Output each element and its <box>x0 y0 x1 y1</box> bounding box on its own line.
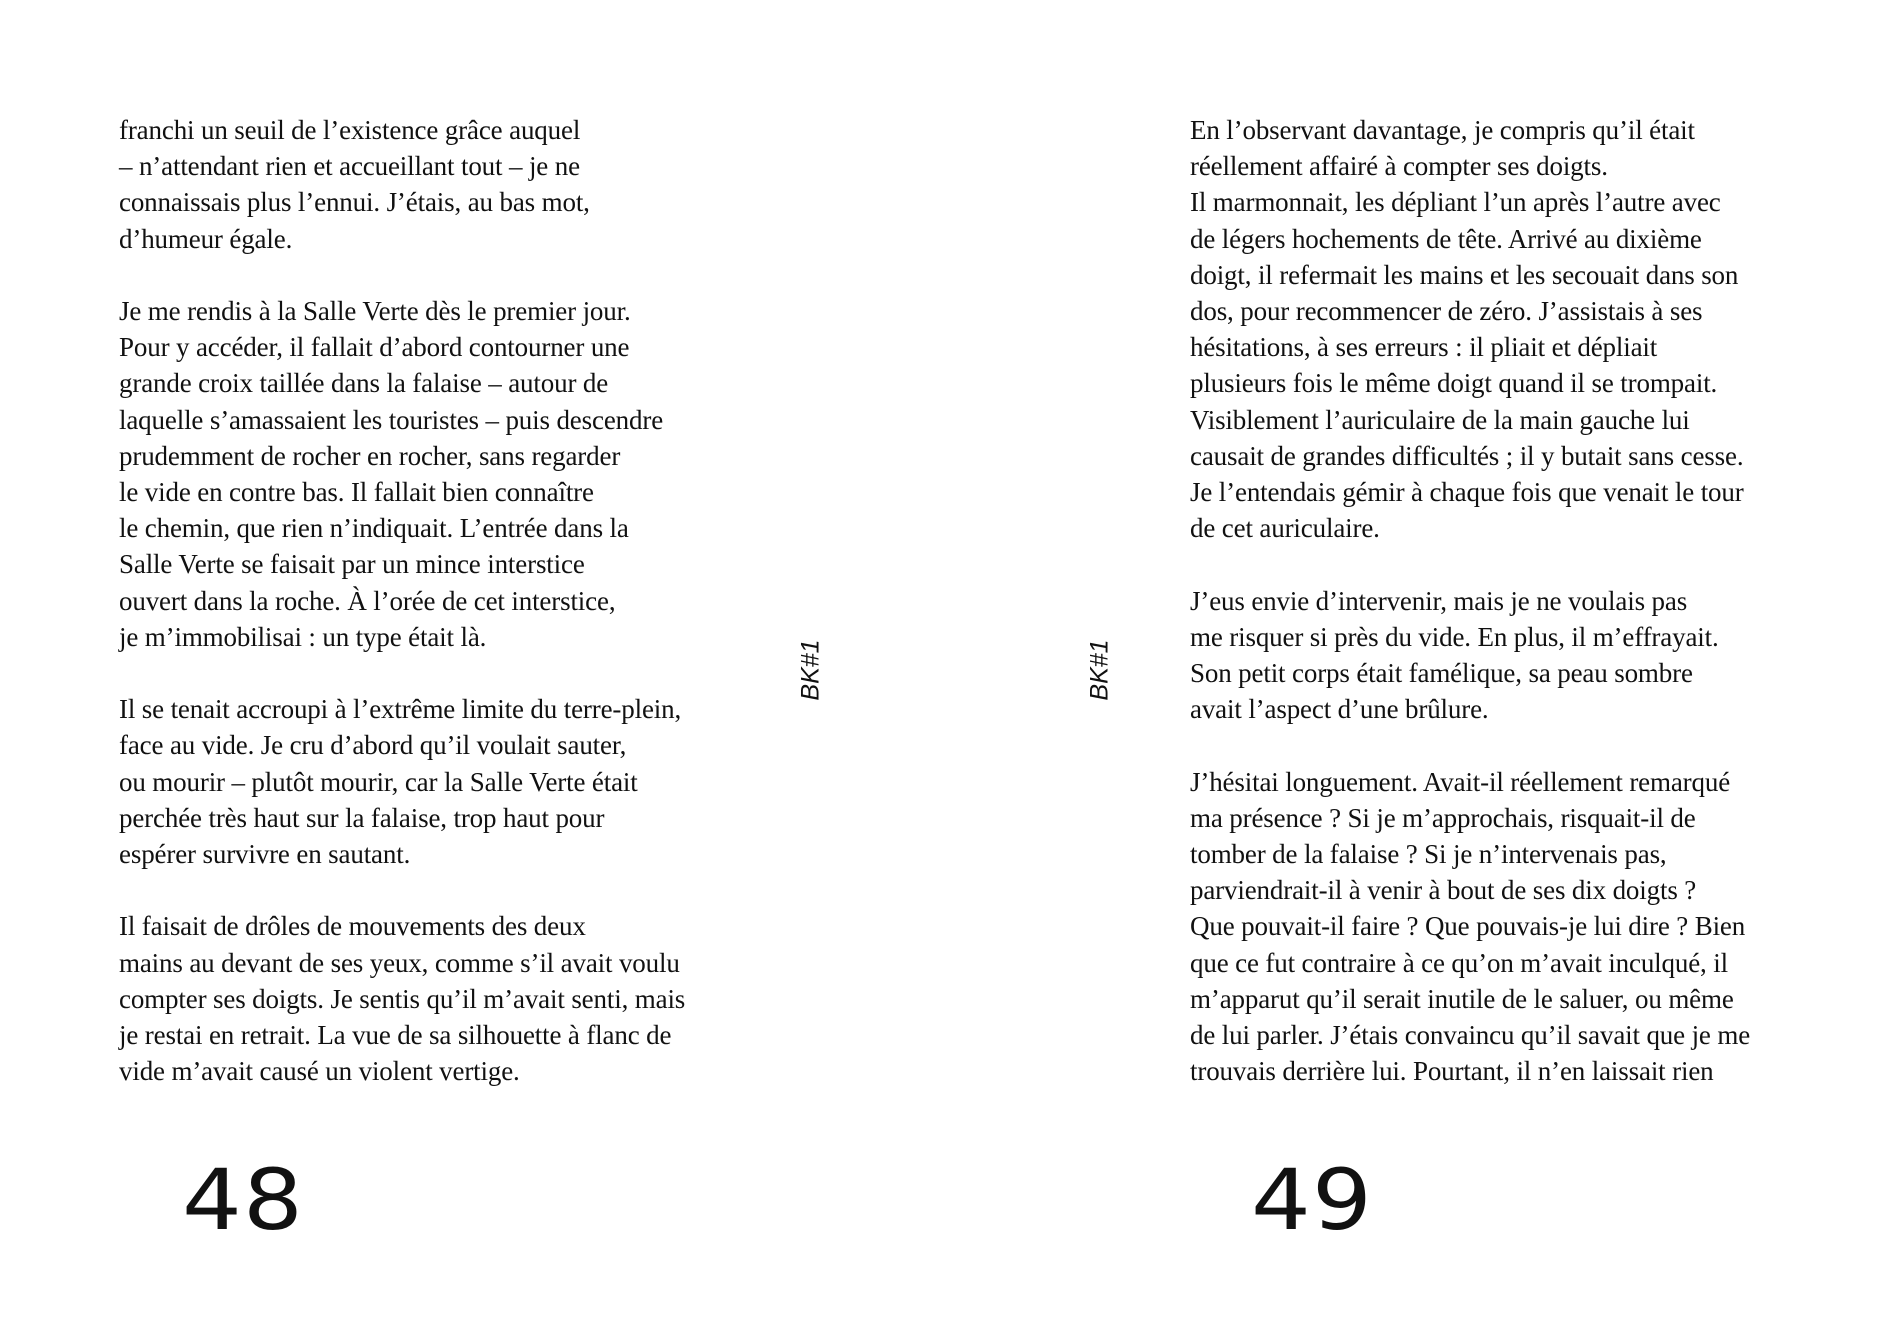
text-line: Je l’entendais gémir à chaque fois que venait le tour <box>1190 477 1744 508</box>
left-running-head: BK#1 <box>796 639 825 701</box>
right-page <box>947 0 1894 1326</box>
paragraph <box>1190 583 1840 728</box>
text-line: tomber de la falaise ? Si je n’intervenais pas, <box>1190 839 1667 870</box>
text-line: vide m’avait causé un violent vertige. <box>119 1056 520 1087</box>
text-line: compter ses doigts. Je sentis qu’il m’avait senti, mais <box>119 983 686 1014</box>
text-line: connaissais plus l’ennui. J’étais, au bas mot, <box>119 187 590 218</box>
text-line: je restai en retrait. La vue de sa silhouette à flanc de <box>119 1020 672 1051</box>
text-line: de cet auriculaire. <box>1190 513 1380 544</box>
text-line: plusieurs fois le même doigt quand il se trompait. <box>1190 368 1718 399</box>
paragraph <box>1190 112 1840 546</box>
text-line: espérer survivre en sautant. <box>119 839 411 870</box>
text-line: grande croix taillée dans la falaise – autour de <box>119 368 609 399</box>
text-line: laquelle s’amassaient les touristes – puis descendre <box>119 404 664 435</box>
text-line: – n’attendant rien et accueillant tout – je ne <box>119 151 580 182</box>
text-line: mains au devant de ses yeux, comme s’il avait voulu <box>119 947 680 978</box>
paragraph <box>119 112 739 257</box>
text-line: face au vide. Je cru d’abord qu’il voulait sauter, <box>119 730 627 761</box>
text-line: prudemment de rocher en rocher, sans regarder <box>119 440 621 471</box>
text-line: avait l’aspect d’une brûlure. <box>1190 694 1489 725</box>
text-line: de légers hochements de tête. Arrivé au dixième <box>1190 223 1702 254</box>
text-line: Pour y accéder, il fallait d’abord contourner une <box>119 332 630 363</box>
right-page-text <box>1190 112 1840 1126</box>
paragraph <box>119 293 739 655</box>
text-line: le chemin, que rien n’indiquait. L’entrée dans la <box>119 513 629 544</box>
text-line: Il faisait de drôles de mouvements des deux <box>119 911 586 942</box>
text-line: Il se tenait accroupi à l’extrême limite du terre-plein, <box>119 694 682 725</box>
text-line: parviendrait-il à venir à bout de ses dix doigts ? <box>1190 875 1697 906</box>
text-line: hésitations, à ses erreurs : il pliait et dépliait <box>1190 332 1658 363</box>
text-line: franchi un seuil de l’existence grâce auquel <box>119 115 581 145</box>
text-line: doigt, il refermait les mains et les secouait dans son <box>1190 259 1739 290</box>
text-line: ma présence ? Si je m’approchais, risquait-il de <box>1190 802 1696 833</box>
text-line: Il marmonnait, les dépliant l’un après l’autre avec <box>1190 187 1721 218</box>
text-line: me risquer si près du vide. En plus, il m’effrayait. <box>1190 621 1719 652</box>
text-line: le vide en contre bas. Il fallait bien connaître <box>119 477 594 508</box>
text-line: Je me rendis à la Salle Verte dès le premier jour. <box>119 296 631 326</box>
text-line: d’humeur égale. <box>119 223 293 254</box>
text-line: causait de grandes difficultés ; il y butait sans cesse. <box>1190 440 1744 471</box>
text-line: ouvert dans la roche. À l’orée de cet interstice, <box>119 585 616 616</box>
right-running-head: BK#1 <box>1085 639 1114 701</box>
text-line: que ce fut contraire à ce qu’on m’avait inculqué, il <box>1190 947 1728 978</box>
text-line: Salle Verte se faisait par un mince interstice <box>119 549 585 580</box>
left-page-text <box>119 112 739 1126</box>
paragraph <box>119 908 739 1089</box>
text-line: Visiblement l’auriculaire de la main gauche lui <box>1190 404 1690 435</box>
text-line: J’hésitai longuement. Avait-il réellement remarqué <box>1190 766 1731 797</box>
text-line: Son petit corps était famélique, sa peau sombre <box>1190 658 1693 689</box>
text-line: m’apparut qu’il serait inutile de le saluer, ou même <box>1190 983 1734 1014</box>
text-line: Que pouvait-il faire ? Que pouvais-je lui dire ? Bien <box>1190 911 1746 942</box>
right-page-number: 49 <box>1251 1151 1373 1249</box>
text-line: J’eus envie d’intervenir, mais je ne voulais pas <box>1190 585 1688 616</box>
text-line: En l’observant davantage, je compris qu’il était <box>1190 115 1695 145</box>
text-line: perchée très haut sur la falaise, trop haut pour <box>119 802 605 833</box>
text-line: de lui parler. J’étais convaincu qu’il savait que je me <box>1190 1020 1751 1051</box>
text-line: réellement affairé à compter ses doigts. <box>1190 151 1608 182</box>
paragraph <box>1190 764 1840 1090</box>
text-line: ou mourir – plutôt mourir, car la Salle Verte était <box>119 766 638 797</box>
paragraph <box>119 691 739 872</box>
left-page-number: 48 <box>182 1151 304 1249</box>
text-line: trouvais derrière lui. Pourtant, il n’en laissait rien <box>1190 1056 1714 1087</box>
text-line: dos, pour recommencer de zéro. J’assistais à ses <box>1190 296 1703 327</box>
text-line: je m’immobilisai : un type était là. <box>119 621 487 652</box>
